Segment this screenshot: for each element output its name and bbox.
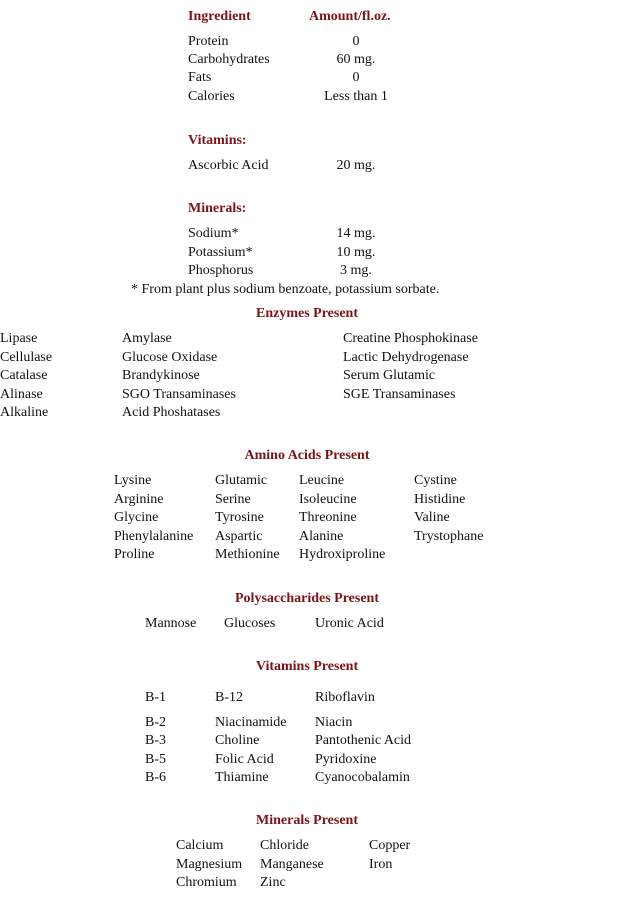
- amino-acid-item: Trystophane: [414, 529, 484, 544]
- polysaccharides-heading: Polysaccharides Present: [235, 591, 379, 606]
- enzyme-item: Lipase: [0, 331, 38, 346]
- mineral-present-item: Magnesium: [176, 857, 243, 872]
- amino-acid-item: Tyrosine: [215, 510, 264, 525]
- ingredient-amount: 0: [352, 34, 360, 49]
- minerals-present-heading: Minerals Present: [256, 813, 358, 828]
- enzyme-item: Catalase: [0, 368, 48, 383]
- mineral-present-item: Chloride: [260, 838, 309, 853]
- vitamin-present-item: B-2: [145, 715, 166, 730]
- amino-acid-item: Hydroxiproline: [299, 547, 386, 562]
- vitamin-present-item: B-12: [215, 690, 243, 705]
- polysaccharide-item: Uronic Acid: [315, 616, 384, 631]
- vitamin-amount: 20 mg.: [336, 158, 376, 173]
- ingredient-name: Protein: [188, 34, 229, 49]
- mineral-present-item: Iron: [369, 857, 393, 872]
- mineral-present-item: Manganese: [260, 857, 324, 872]
- amino-acid-item: Cystine: [414, 473, 457, 488]
- ingredient-name: Fats: [188, 70, 212, 85]
- ingredient-name: Carbohydrates: [188, 52, 270, 67]
- ingredient-amount: 0: [352, 70, 360, 85]
- amino-acid-item: Histidine: [414, 492, 466, 507]
- amino-acid-item: Glutamic: [215, 473, 268, 488]
- vitamin-present-item: Niacinamide: [215, 715, 287, 730]
- mineral-present-item: Copper: [369, 838, 411, 853]
- amino-acid-item: Arginine: [114, 492, 164, 507]
- mineral-present-item: Calcium: [176, 838, 224, 853]
- amino-acid-item: Alanine: [299, 529, 344, 544]
- enzyme-item: Creatine Phosphokinase: [343, 331, 478, 346]
- enzyme-item: SGE Transaminases: [343, 387, 456, 402]
- polysaccharide-item: Glucoses: [224, 616, 276, 631]
- vitamin-present-item: Thiamine: [215, 770, 269, 785]
- vitamin-present-item: Folic Acid: [215, 752, 274, 767]
- vitamin-present-item: B-3: [145, 733, 166, 748]
- amino-acid-item: Leucine: [299, 473, 345, 488]
- mineral-name: Sodium*: [188, 226, 239, 241]
- mineral-amount: 10 mg.: [336, 245, 376, 260]
- vitamin-name: Ascorbic Acid: [188, 158, 269, 173]
- enzyme-item: Acid Phoshatases: [122, 405, 221, 420]
- vitamin-present-item: Pantothenic Acid: [315, 733, 412, 748]
- enzyme-item: Alinase: [0, 387, 43, 402]
- enzyme-item: Alkaline: [0, 405, 49, 420]
- polysaccharide-item: Mannose: [145, 616, 197, 631]
- enzyme-item: Lactic Dehydrogenase: [343, 350, 469, 365]
- amino-acid-item: Lysine: [114, 473, 152, 488]
- amino-acid-item: Aspartic: [215, 529, 263, 544]
- vitamins-present-heading: Vitamins Present: [255, 659, 359, 674]
- vitamin-present-item: B-1: [145, 690, 166, 705]
- vitamin-present-item: B-5: [145, 752, 166, 767]
- vitamin-present-item: Choline: [215, 733, 260, 748]
- ingredient-amount: 60 mg.: [336, 52, 376, 67]
- vitamin-present-item: B-6: [145, 770, 166, 785]
- amino-acid-item: Isoleucine: [299, 492, 357, 507]
- enzyme-item: Amylase: [122, 331, 172, 346]
- mineral-amount: 14 mg.: [336, 226, 376, 241]
- mineral-name: Phosphorus: [188, 263, 254, 278]
- mineral-amount: 3 mg.: [340, 263, 372, 278]
- amino-acid-item: Serine: [215, 492, 251, 507]
- amino-acid-item: Phenylalanine: [114, 529, 194, 544]
- vitamin-present-item: Riboflavin: [315, 690, 375, 705]
- enzyme-item: SGO Transaminases: [122, 387, 236, 402]
- amino-acid-item: Proline: [114, 547, 155, 562]
- mineral-present-item: Zinc: [260, 875, 286, 890]
- vitamin-present-item: Pyridoxine: [315, 752, 377, 767]
- vitamin-present-item: Niacin: [315, 715, 353, 730]
- mineral-name: Potassium*: [188, 245, 253, 260]
- ingredient-header: Ingredient: [188, 9, 251, 24]
- amino-acid-item: Valine: [414, 510, 450, 525]
- amino-acid-item: Threonine: [299, 510, 357, 525]
- enzyme-item: Serum Glutamic: [343, 368, 436, 383]
- mineral-present-item: Chromium: [176, 875, 237, 890]
- ingredient-amount: Less than 1: [324, 89, 388, 104]
- enzyme-item: Glucose Oxidase: [122, 350, 218, 365]
- enzyme-item: Brandykinose: [122, 368, 200, 383]
- minerals-footnote: * From plant plus sodium benzoate, potassium sorbate.: [131, 282, 440, 297]
- minerals-heading: Minerals:: [188, 201, 247, 216]
- enzyme-item: Cellulase: [0, 350, 53, 365]
- vitamins-heading: Vitamins:: [188, 133, 247, 148]
- amount-header: Amount/fl.oz.: [309, 9, 391, 24]
- amino-acids-heading: Amino Acids Present: [244, 448, 370, 463]
- enzymes-heading: Enzymes Present: [256, 306, 358, 321]
- amino-acid-item: Methionine: [215, 547, 280, 562]
- vitamin-present-item: Cyanocobalamin: [315, 770, 410, 785]
- ingredient-name: Calories: [188, 89, 235, 104]
- amino-acid-item: Glycine: [114, 510, 159, 525]
